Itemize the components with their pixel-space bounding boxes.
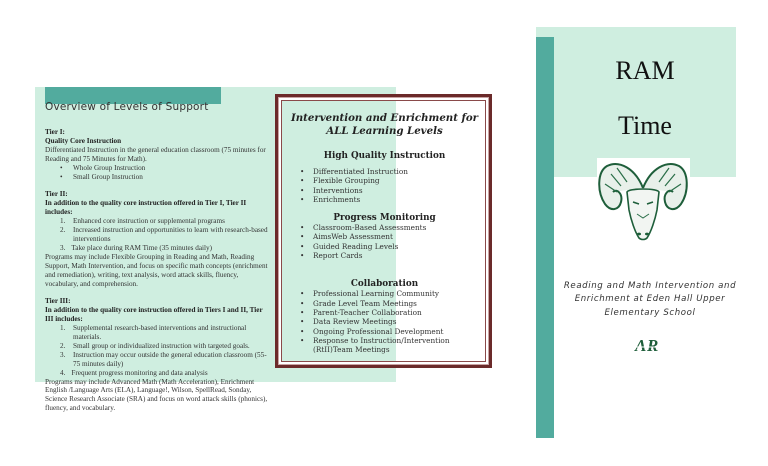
school-logo-icon: [633, 336, 669, 354]
cover-background: [536, 27, 736, 177]
list-item: • AimsWeb Assessment: [282, 232, 487, 241]
tier-1-subheading: Quality Core Instruction: [45, 136, 122, 145]
collaboration-list: [282, 289, 487, 354]
tier-3: [45, 297, 270, 413]
tier-3-item: 2. Small group or individualized instruction with targeted goals.: [60, 341, 250, 350]
tier-2-programs: Programs may include Flexible Grouping in Reading and Math, Reading Support, Math Intervention, and focus on specific math concepts (enrichment and remediation), writing, text analysis, word attack skills, fluency, vocabulary, and comprehension.: [45, 252, 268, 288]
tiers-section: [45, 128, 270, 413]
monitoring-list: [282, 223, 487, 260]
section-heading-instruction: High Quality Instruction: [323, 151, 446, 161]
tier-3-heading: Tier III:: [45, 297, 71, 306]
list-item: • Guided Reading Levels: [282, 242, 487, 251]
tier-3-intro: In addition to the quality core instruction offered in Tiers I and II, Tier III includes:: [45, 306, 263, 324]
center-title: Intervention and Enrichment for ALL Learning Levels: [290, 112, 479, 137]
tier-3-item: 3. Instruction may occur outside the general education classroom (55-75 minutes daily): [60, 350, 267, 368]
tier-2-item: 2. Increased instruction and opportunities to learn with research-based interventions: [60, 226, 268, 243]
tier-3-item: 1. Supplemental research-based interventions and instructional materials.: [60, 324, 247, 342]
list-item: • Response to Instruction/Intervention (RtII)Team Meetings: [282, 336, 487, 355]
section-heading-monitoring: Progress Monitoring: [333, 213, 436, 224]
list-item: • Grade Level Team Meetings: [282, 299, 487, 308]
ram-mascot-icon: [597, 158, 690, 242]
center-panel: [282, 112, 487, 354]
tier-2-intro: In addition to the quality core instruction offered in Tier I, Tier II includes:: [45, 199, 247, 217]
tier-3-item: 4. Frequent progress monitoring and data analysis: [60, 368, 208, 377]
tier-1: [45, 128, 270, 181]
list-item: • Data Review Meetings: [282, 317, 487, 326]
tier-2: [45, 190, 270, 288]
cover-accent-bar: [536, 37, 554, 438]
tier-3-programs: Programs may include Advanced Math (Math Acceleration), Enrichment English /Language Arts (ELA), Language!, Wilson, SpellRead, Sonday, Science Research Associate (SRA) and focus on word attack skills (phonics), fluency, and vocabulary.: [45, 377, 268, 413]
list-item: • Interventions: [282, 186, 487, 195]
tier-2-heading: Tier II:: [45, 190, 68, 199]
tier-1-description: Differentiated Instruction in the general education classroom (75 minutes for Reading and 75 Minutes for Math).: [45, 145, 266, 163]
list-item: • Report Cards: [282, 251, 487, 260]
tier-1-heading: Tier I:: [45, 128, 65, 136]
tier-2-item: 3. Take place during RAM Time (35 minutes daily): [60, 243, 213, 252]
svg-text:A: A: [635, 336, 647, 354]
section-heading-collaboration: Collaboration: [350, 279, 419, 290]
cover-title-ram: RAM: [615, 56, 675, 85]
tier-2-item: 1. Enhanced core instruction or supplemental programs: [60, 217, 225, 226]
list-item: • Classroom-Based Assessments: [282, 223, 487, 232]
list-item: • Differentiated Instruction: [282, 167, 487, 176]
list-item: • Ongoing Professional Development: [282, 327, 487, 336]
tier-1-bullet: • Small Group Instruction: [45, 173, 270, 182]
list-item: • Flexible Grouping: [282, 176, 487, 185]
cover-title-time: Time: [618, 111, 672, 140]
cover-tagline: Reading and Math Intervention and Enrichment at Eden Hall Upper Elementary School: [563, 281, 737, 318]
list-item: • Professional Learning Community: [282, 289, 487, 298]
tier-1-bullet: • Whole Group Instruction: [45, 164, 270, 173]
instruction-list: [282, 167, 487, 204]
svg-text:R: R: [647, 336, 659, 354]
list-item: • Enrichments: [282, 195, 487, 204]
list-item: • Parent-Teacher Collaboration: [282, 308, 487, 317]
overview-title: Overview of Levels of Support: [45, 101, 209, 113]
